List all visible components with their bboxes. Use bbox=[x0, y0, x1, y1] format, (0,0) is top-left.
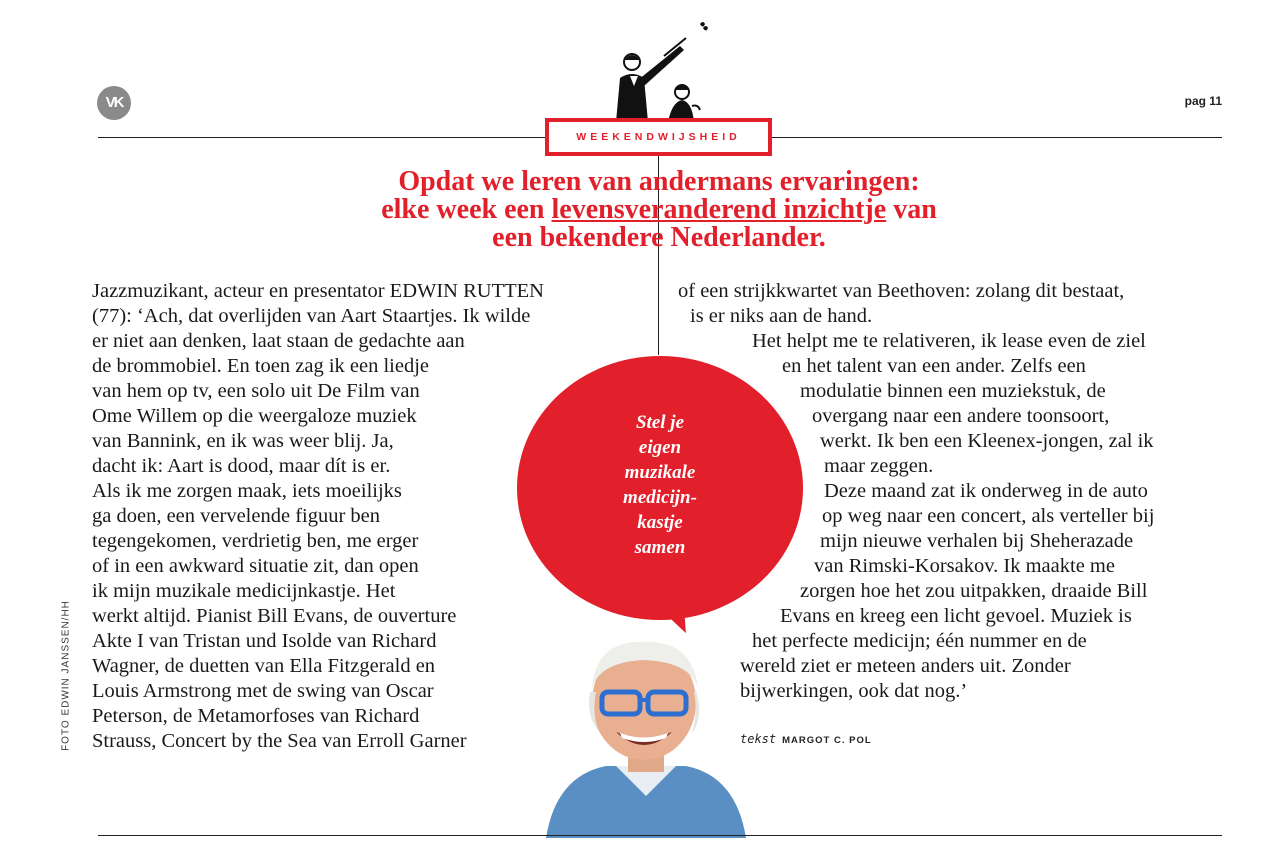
pull-quote-line: eigen bbox=[638, 437, 682, 458]
body-line: van Rimski-Korsakov. Ik maakte me bbox=[814, 555, 1115, 577]
section-label: WEEKENDWIJSHEID bbox=[576, 131, 741, 143]
body-line: Deze maand zat ik onderweg in de auto bbox=[824, 480, 1148, 502]
body-line: overgang naar een andere toonsoort, bbox=[812, 405, 1110, 427]
body-line: modulatie binnen een muziekstuk, de bbox=[800, 380, 1106, 402]
body-line: Louis Armstrong met de swing van Oscar bbox=[92, 680, 434, 702]
body-line: het perfecte medicijn; één nummer en de bbox=[752, 630, 1087, 652]
byline bbox=[740, 732, 872, 747]
body-column-left bbox=[92, 279, 544, 754]
body-line: en het talent van een ander. Zelfs een bbox=[782, 355, 1086, 377]
body-line: werkt altijd. Pianist Bill Evans, de ouverture bbox=[92, 605, 457, 627]
headline-line-3: een bekendere Nederlander. bbox=[492, 222, 826, 253]
headline-line-1: Opdat we leren van andermans ervaringen: bbox=[398, 166, 920, 197]
pull-quote-line: samen bbox=[634, 537, 686, 558]
conductor-illustration bbox=[608, 18, 708, 122]
body-line: van Bannink, en ik was weer blij. Ja, bbox=[92, 430, 394, 452]
body-line: wereld ziet er meteen anders uit. Zonder bbox=[740, 655, 1071, 677]
body-line: maar zeggen. bbox=[824, 455, 934, 477]
byline-author: MARGOT C. POL bbox=[782, 735, 872, 746]
body-line: van hem op tv, een solo uit De Film van bbox=[92, 380, 420, 402]
body-line: werkt. Ik ben een Kleenex-jongen, zal ik bbox=[820, 430, 1154, 452]
headline-line-2-end: van bbox=[886, 194, 937, 225]
headline-line-2-start: elke week een bbox=[381, 194, 552, 225]
body-line: Akte I van Tristan und Isolde van Richard bbox=[92, 630, 437, 652]
pull-quote-line: medicijn- bbox=[623, 487, 697, 508]
body-line: ik mijn muzikale medicijnkastje. Het bbox=[92, 580, 396, 602]
body-line: de brommobiel. En toen zag ik een liedje bbox=[92, 355, 429, 377]
body-line: Wagner, de duetten van Ella Fitzgerald en bbox=[92, 655, 436, 677]
pull-quote-line: kastje bbox=[637, 512, 683, 533]
body-line: Evans en kreeg een licht gevoel. Muziek is bbox=[780, 605, 1132, 627]
headline-line-2 bbox=[300, 196, 1018, 224]
body-line: is er niks aan de hand. bbox=[690, 305, 873, 327]
body-line: dacht ik: Aart is dood, maar dít is er. bbox=[92, 455, 391, 477]
body-line: ga doen, een vervelende figuur ben bbox=[92, 505, 381, 527]
pull-quote-line: Stel je bbox=[635, 412, 685, 433]
body-line: zorgen hoe het zou uitpakken, draaide Bill bbox=[800, 580, 1148, 602]
body-line: Als ik me zorgen maak, iets moeilijks bbox=[92, 480, 402, 502]
body-line: Ome Willem op die weergaloze muziek bbox=[92, 405, 417, 427]
body-line: Het helpt me te relativeren, ik lease even de ziel bbox=[752, 330, 1146, 352]
body-line: of een strijkkwartet van Beethoven: zolang dit bestaat, bbox=[678, 280, 1125, 302]
headline bbox=[300, 168, 1018, 252]
body-line: mijn nieuwe verhalen bij Sheherazade bbox=[820, 530, 1134, 552]
body-line: Strauss, Concert by the Sea van Erroll Garner bbox=[92, 730, 467, 752]
portrait-photo bbox=[546, 626, 746, 838]
page-number: pag 11 bbox=[1184, 94, 1222, 108]
body-line: tegengekomen, verdrietig ben, me erger bbox=[92, 530, 419, 552]
body-line: bijwerkingen, ook dat nog.’ bbox=[740, 680, 968, 702]
body-line: Peterson, de Metamorfoses van Richard bbox=[92, 705, 420, 727]
bottom-rule bbox=[98, 835, 1222, 836]
headline-underlined-phrase: levensveranderend inzichtje bbox=[551, 194, 887, 225]
body-line: (77): ‘Ach, dat overlijden van Aart Staartjes. Ik wilde bbox=[92, 305, 531, 327]
pull-quote bbox=[600, 410, 720, 560]
publication-logo: VK bbox=[97, 86, 131, 120]
pull-quote-line: muzikale bbox=[624, 462, 696, 483]
body-line: er niet aan denken, laat staan de gedachte aan bbox=[92, 330, 465, 352]
body-line: Jazzmuzikant, acteur en presentator EDWIN RUTTEN bbox=[92, 280, 544, 302]
body-line: of in een awkward situatie zit, dan open bbox=[92, 555, 419, 577]
byline-label: tekst bbox=[740, 732, 777, 746]
photo-credit: FOTO EDWIN JANSSEN/HH bbox=[60, 600, 72, 751]
section-label-box bbox=[545, 118, 772, 156]
body-line: op weg naar een concert, als verteller bij bbox=[822, 505, 1155, 527]
